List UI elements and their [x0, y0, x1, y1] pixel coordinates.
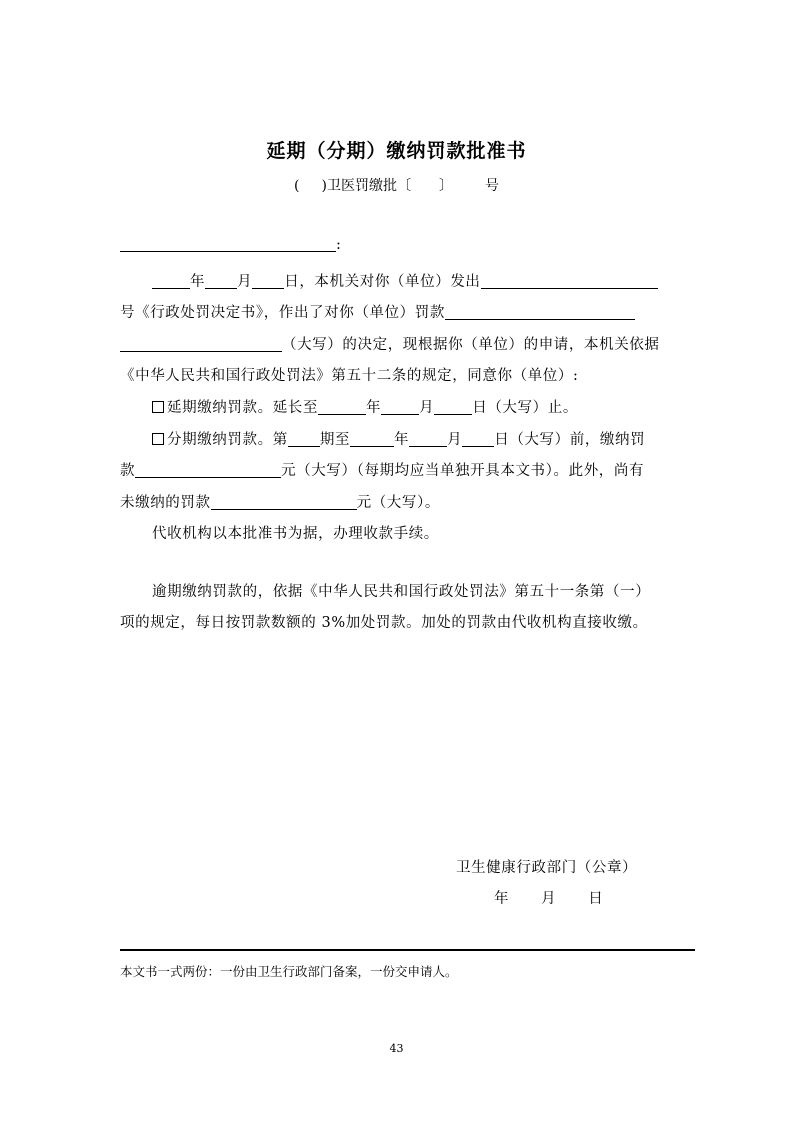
option1-text: 延期缴纳罚款。延长至 — [167, 400, 318, 416]
year-blank — [152, 273, 190, 289]
option1-month-label: 月 — [419, 400, 435, 416]
option-installment-payment — [152, 428, 645, 449]
option2-line3 — [120, 491, 440, 512]
signature-org: 卫生健康行政部门（公章） — [456, 860, 638, 876]
overdue-line2: 项的规定，每日按罚款数额的 3%加处罚款。加处的罚款由代收机构直接收缴。 — [120, 615, 648, 631]
doc-number-suffix: 号 — [484, 178, 499, 194]
option2-period-blank — [288, 431, 320, 447]
fine-amount-capital-blank — [120, 336, 282, 352]
year-label: 年 — [190, 274, 206, 290]
document-title: 延期（分期）缴纳罚款批准书 — [266, 140, 527, 162]
paragraph1-line4: 《中华人民共和国行政处罚法》第五十二条的规定，同意你（单位）: — [120, 368, 579, 384]
option2-line3-start: 未缴纳的罚款 — [120, 495, 211, 511]
paragraph1-line3 — [120, 333, 660, 354]
remaining-amount-blank — [211, 494, 357, 510]
option2-text: 分期缴纳罚款。第 — [167, 432, 288, 448]
option-deferred-payment — [152, 396, 578, 417]
paragraph1-line2 — [120, 301, 635, 322]
signature-date — [494, 887, 603, 908]
doc-number-prefix: )卫医罚缴批〔 — [321, 178, 411, 194]
document-number — [0, 175, 793, 195]
installment-payment-checkbox[interactable] — [152, 433, 164, 445]
signature-year: 年 — [494, 891, 510, 907]
paragraph1-line2-text: 号《行政处罚决定书》，作出了对你（单位）罚款 — [120, 305, 445, 321]
footnote: 本文书一式两份：一份由卫生行政部门备案，一份交申请人。 — [120, 964, 458, 979]
option2-line3-end: 元（大写）。 — [356, 495, 440, 511]
paragraph1-line3-text: （大写）的决定，现根据你（单位）的申请，本机关依据 — [282, 337, 660, 353]
option2-line2 — [120, 459, 644, 480]
decision-number-blank — [481, 273, 658, 289]
recipient-blank — [120, 236, 336, 252]
option2-day-blank — [462, 431, 494, 447]
footer-divider — [120, 949, 695, 951]
option1-day-blank — [434, 399, 472, 415]
option2-month-label: 月 — [447, 432, 463, 448]
month-label: 月 — [237, 274, 253, 290]
option2-month-blank — [409, 431, 447, 447]
agency-note: 代收机构以本批准书为据，办理收款手续。 — [152, 526, 439, 542]
option2-year-blank — [350, 431, 394, 447]
page-number: 43 — [389, 1042, 404, 1055]
month-blank — [205, 273, 237, 289]
option1-day-end: 日（大写）止。 — [472, 400, 578, 416]
option2-line2-start: 款 — [120, 463, 136, 479]
option1-year-blank — [318, 399, 366, 415]
installment-amount-blank — [135, 462, 281, 478]
option1-month-blank — [381, 399, 419, 415]
doc-number-close-bracket: 〕 — [438, 178, 453, 194]
option2-year-label: 年 — [394, 432, 410, 448]
recipient-colon: : — [336, 237, 342, 253]
option2-day-end: 日（大写）前，缴纳罚 — [494, 432, 646, 448]
doc-number-open-paren: ( — [294, 178, 300, 194]
option2-line2-end: 元（大写）（每期均应当单独开具本文书）。此外，尚有 — [281, 463, 645, 479]
signature-day: 日 — [588, 891, 604, 907]
overdue-line1: 逾期缴纳罚款的，依据《中华人民共和国行政处罚法》第五十一条第（一） — [152, 584, 651, 600]
paragraph1-day-text: 日，本机关对你（单位）发出 — [284, 274, 481, 290]
day-blank — [252, 273, 284, 289]
paragraph1-line1 — [152, 270, 658, 291]
deferred-payment-checkbox[interactable] — [152, 401, 164, 413]
option1-year-label: 年 — [366, 400, 382, 416]
fine-amount-blank — [445, 304, 635, 320]
signature-month: 月 — [541, 891, 557, 907]
option2-period-label: 期至 — [319, 432, 351, 448]
recipient-line — [120, 236, 342, 253]
